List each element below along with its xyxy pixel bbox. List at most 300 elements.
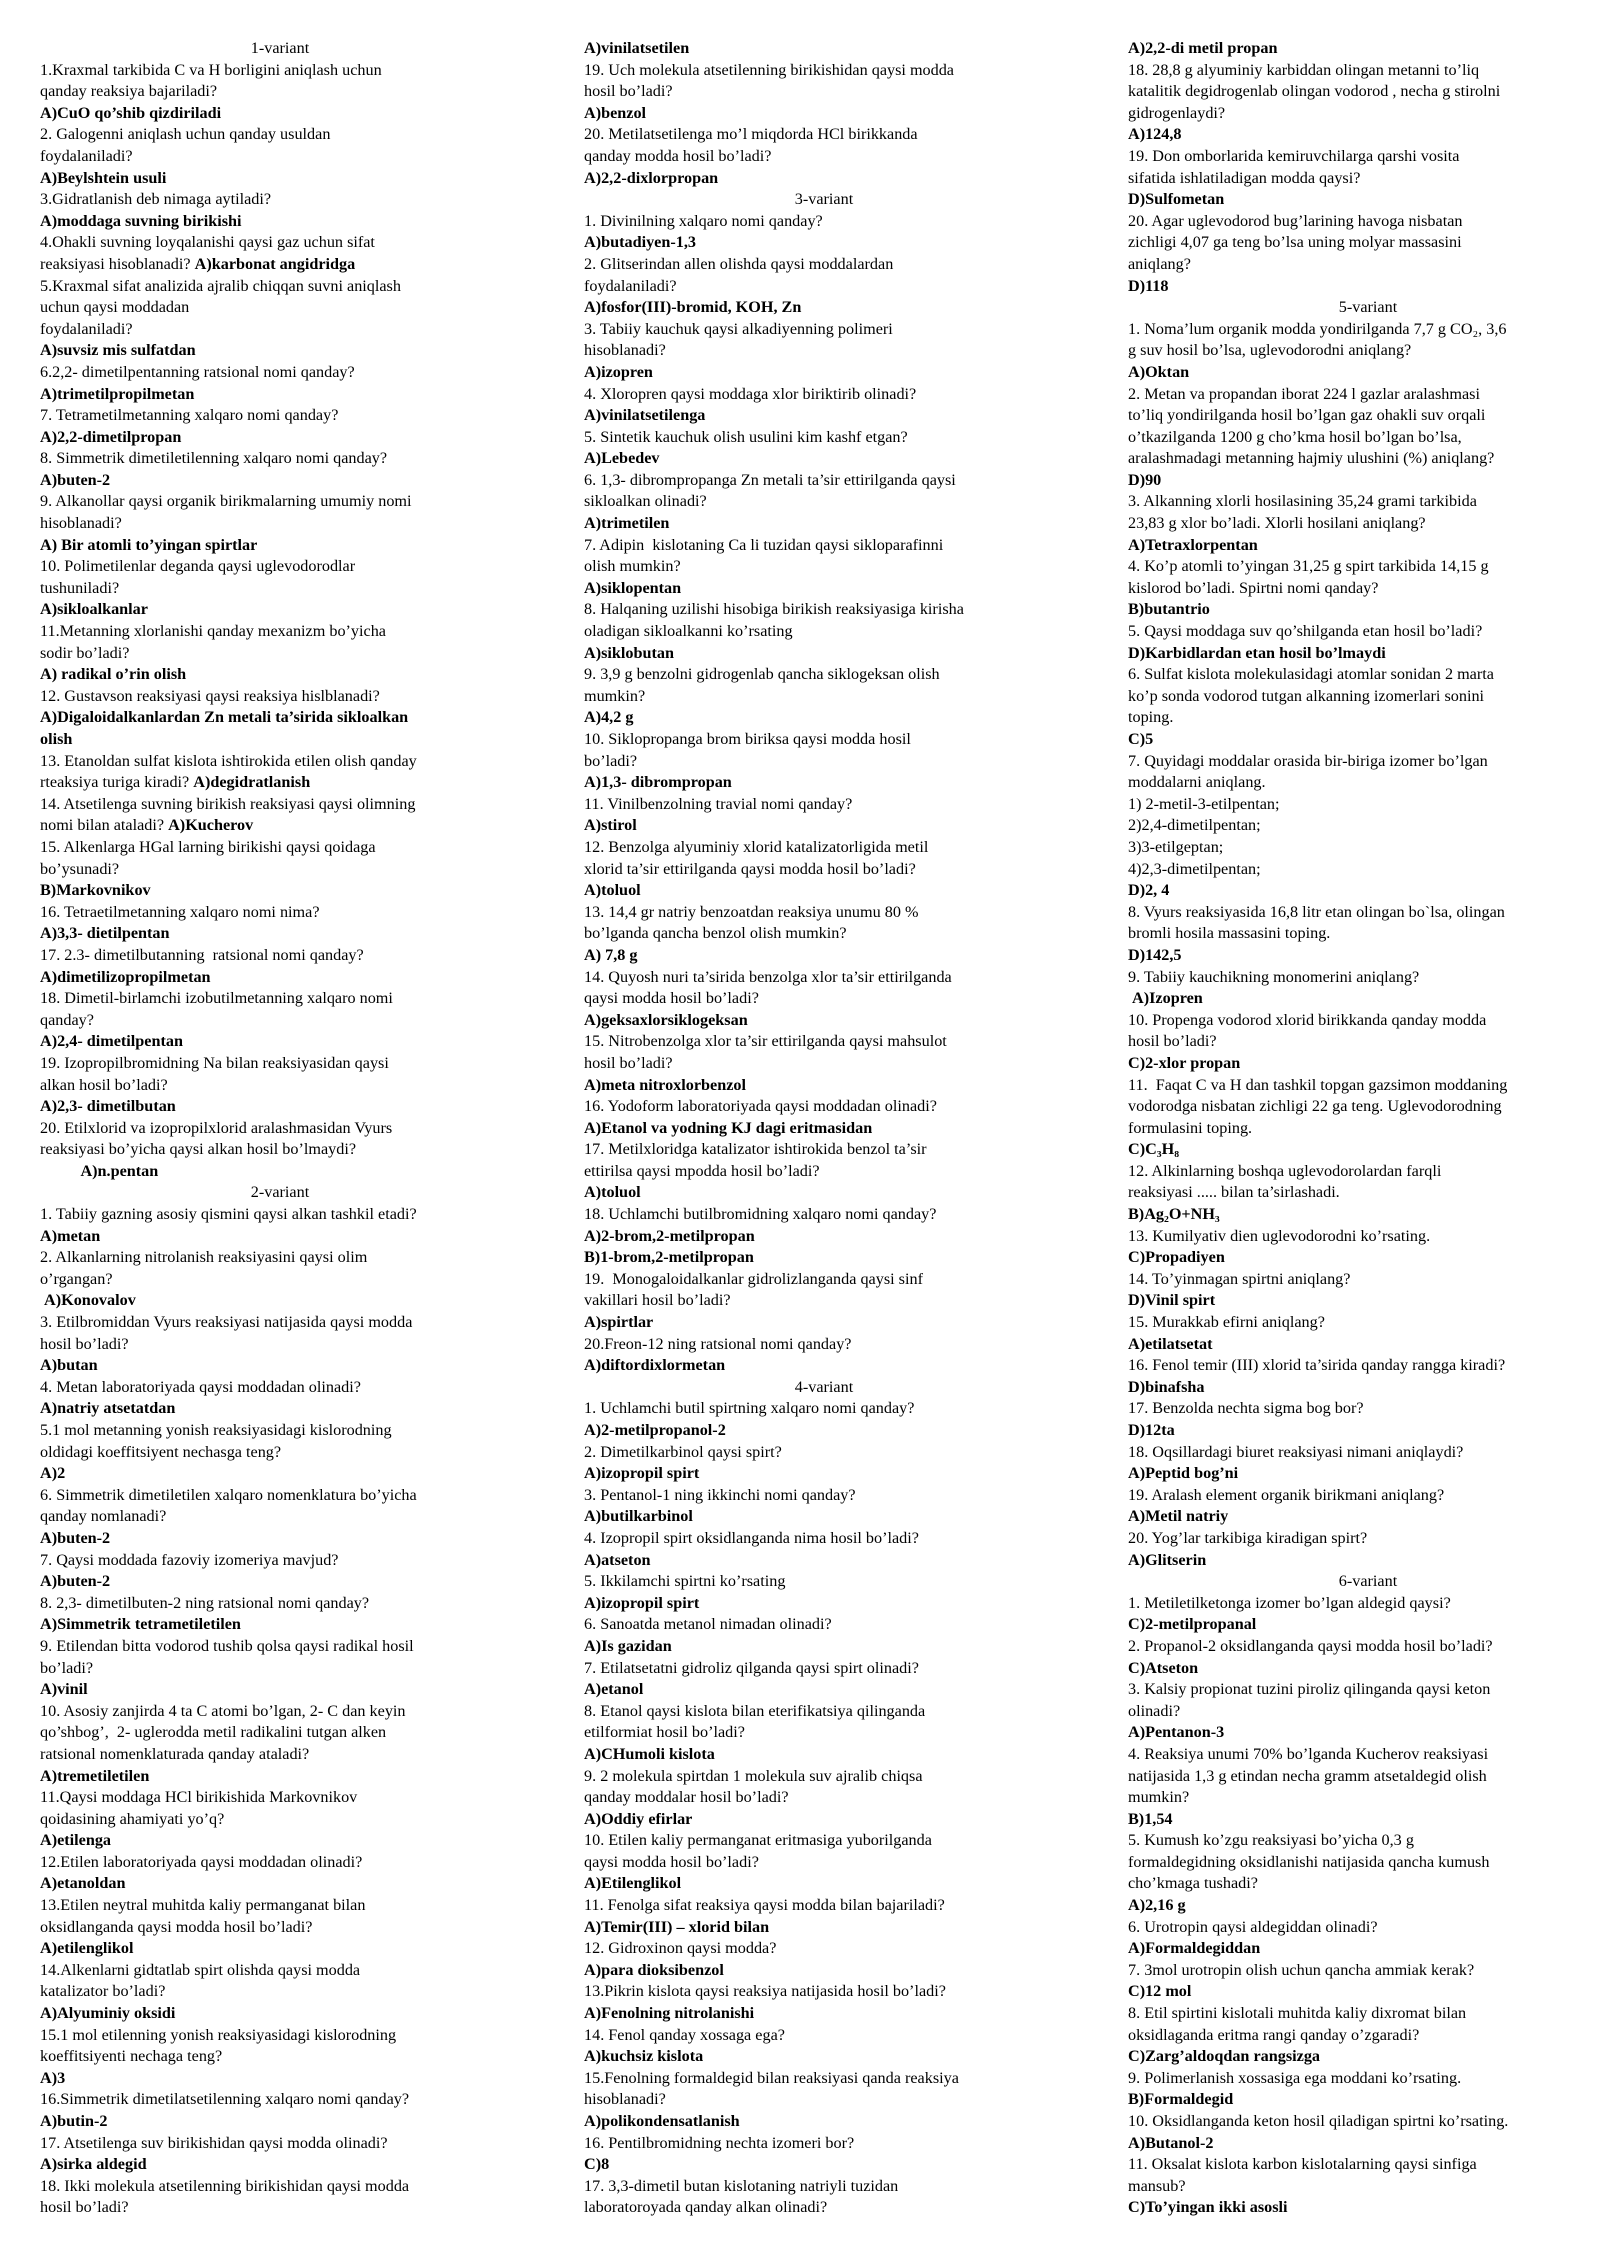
question-line: 10. Siklopropanga brom biriksa qaysi modda hosil — [584, 730, 911, 748]
question-line: 17. Benzolda nechta sigma bog bor? — [1128, 1399, 1364, 1418]
answer-line: A)etilenglikol — [40, 1939, 134, 1958]
answer-line: A)2 — [40, 1464, 66, 1483]
question-line: 12. Benzolga alyuminiy xlorid katalizatorligida metil — [584, 837, 929, 856]
answer-line: A)diftordixlormetan — [584, 1356, 726, 1375]
question-line: olinadi? — [1128, 1701, 1181, 1720]
question-line: o’tkazilganda 1200 g cho’kma hosil bo’lgan bo’lsa, — [1128, 427, 1462, 446]
question-line: 2. Propanol-2 oksidlanganda qaysi modda hosil bo’ladi? — [1128, 1636, 1493, 1655]
answer-line: A)butan — [40, 1356, 98, 1375]
question-line: 1. Noma’lum organik modda yondirilganda 7,7 g CO₂, 3,6 — [1128, 319, 1507, 338]
column-3 — [1128, 38, 1600, 2219]
answer-line: A)2,4- dimetilpentan — [40, 1032, 183, 1051]
answer-line: A)4,2 g — [584, 708, 634, 727]
answer-line: A)etilenga — [40, 1831, 112, 1850]
question-line: 13. 14,4 gr natriy benzoatdan reaksiya unumu 80 % — [584, 902, 919, 921]
question-line: 11. Fenolga sifat reaksiya qaysi modda bilan bajariladi? — [584, 1896, 945, 1915]
answer-line: A)Izopren — [1128, 989, 1203, 1008]
question-line: ratsional nomenklaturada qanday ataladi? — [40, 1744, 310, 1763]
answer-line: A)butadiyen-1,3 — [584, 233, 696, 252]
question-line: 3. Kalsiy propionat tuzini piroliz qilinganda qaysi keton — [1128, 1680, 1491, 1699]
question-line: 7. Quyidagi moddalar orasida bir-biriga izomer bo’lgan — [1128, 751, 1488, 770]
question-line: 14. Atsetilenga suvning birikish reaksiyasi qaysi olimning — [40, 794, 416, 813]
question-line: oladigan sikloalkanni ko’rsating — [584, 622, 793, 641]
answer-line: C)To’yingan ikki asosli — [1128, 2198, 1288, 2217]
answer-line: A)Simmetrik tetrametiletilen — [40, 1615, 241, 1634]
answer-line: D)Sulfometan — [1128, 190, 1225, 209]
answer-line: A)siklobutan — [584, 643, 674, 662]
question-line: natijasida 1,3 g etindan necha gramm atsetaldegid olish — [1128, 1766, 1487, 1785]
answer-line: A)sikloalkanlar — [40, 600, 148, 619]
answer-line: A)izopropil spirt — [584, 1593, 700, 1612]
question-line: 17. 3,3-dimetil butan kislotaning natriyli tuzidan — [584, 2176, 899, 2195]
question-line: 16. Fenol temir (III) xlorid ta’sirida qanday rangga kiradi? — [1128, 1356, 1506, 1375]
answer-line: B)Formaldegid — [1128, 2090, 1234, 2109]
answer-line: A)atseton — [584, 1550, 651, 1569]
question-line: mumkin? — [584, 686, 646, 705]
question-line: 6. 1,3- dibrompropanga Zn metali ta’sir ettirilganda qaysi — [584, 470, 956, 489]
question-line: mansub? — [1128, 2176, 1186, 2195]
answer-line: C)12 mol — [1128, 1982, 1192, 2001]
question-line: 19. Monogaloidalkanlar gidrolizlanganda qaysi sinf — [584, 1269, 923, 1288]
question-line: qanday reaksiya bajariladi? — [40, 82, 218, 101]
answer-line: A)tremetiletilen — [40, 1766, 150, 1785]
question-line: 1. Divinilning xalqaro nomi qanday? — [584, 211, 823, 230]
answer-line: olish — [40, 730, 73, 748]
question-line: foydalaniladi? — [584, 276, 677, 295]
answer-line: C)2-xlor propan — [1128, 1053, 1241, 1072]
question-line: hosil bo’ladi? — [40, 1334, 129, 1353]
question-line: 5.Kraxmal sifat analizida ajralib chiqqan suvni aniqlash — [40, 276, 401, 295]
question-line: 15.1 mol etilenning yonish reaksiyasidagi kislorodning — [40, 2025, 397, 2044]
question-line: 17. Atsetilenga suv birikishidan qaysi modda olinadi? — [40, 2133, 388, 2152]
answer-line: C)5 — [1128, 730, 1154, 748]
question-line: 5.1 mol metanning yonish reaksiyasidagi kislorodning — [40, 1421, 392, 1439]
question-line: 6. Sanoatda metanol nimadan olinadi? — [584, 1615, 832, 1634]
question-line: 5. Sintetik kauchuk olish usulini kim kashf etgan? — [584, 427, 908, 446]
answer-line: A) Bir atomli to’yingan spirtlar — [40, 535, 258, 554]
question-line: 20. Agar uglevodorod bug’larining havoga nisbatan — [1128, 211, 1463, 230]
answer-line: A)Metil natriy — [1128, 1507, 1229, 1526]
question-line: sifatida ishlatiladigan modda qaysi? — [1128, 168, 1361, 187]
question-line: 16. Yodoform laboratoriyada qaysi moddadan olinadi? — [584, 1097, 937, 1116]
answer-line: A)2,16 g — [1128, 1896, 1186, 1915]
answer-line: A)2-brom,2-metilpropan — [584, 1226, 755, 1245]
answer-line: C)C₃H₈ — [1128, 1140, 1180, 1159]
question-line: bo’ysunadi? — [40, 859, 120, 878]
question-line: 1) 2-metil-3-etilpentan; — [1128, 794, 1280, 813]
question-line: 9. Tabiiy kauchikning monomerini aniqlang? — [1128, 967, 1420, 986]
question-line: 5. Ikkilamchi spirtni ko’rsating — [584, 1572, 786, 1591]
question-line: qanday modda hosil bo’ladi? — [584, 146, 772, 165]
question-line: 18. Uchlamchi butilbromidning xalqaro nomi qanday? — [584, 1205, 937, 1224]
question-line: 18. Ikki molekula atsetilenning birikishidan qaysi modda — [40, 2176, 410, 2195]
question-line: 14. To’yinmagan spirtni aniqlang? — [1128, 1269, 1351, 1288]
question-line: hosil bo’ladi? — [584, 82, 673, 101]
question-text: rteaksiya turiga kiradi? — [40, 773, 194, 792]
question-line: qaysi modda hosil bo’ladi? — [584, 1852, 759, 1871]
answer-line: A)trimetilen — [584, 514, 670, 533]
answer-line: A)butin-2 — [40, 2112, 108, 2130]
question-line: 7. Qaysi moddada fazoviy izomeriya mavjud? — [40, 1550, 339, 1569]
question-line: 15.Fenolning formaldegid bilan reaksiyasi qanda reaksiya — [584, 2068, 959, 2087]
question-line: 7. Tetrametilmetanning xalqaro nomi qanday? — [40, 406, 339, 425]
question-line: 16. Pentilbromidning nechta izomeri bor? — [584, 2133, 855, 2152]
answer-line: A)benzol — [584, 103, 647, 122]
answer-line: A)2,3- dimetilbutan — [40, 1097, 176, 1116]
question-line: 4. Reaksiya unumi 70% bo’lganda Kucherov reaksiyasi — [1128, 1744, 1489, 1763]
answer-line: A)etanol — [584, 1680, 644, 1699]
question-line: 17. Metilxloridga katalizator ishtirokida benzol ta’sir — [584, 1140, 927, 1159]
question-line: 7. Adipin kislotaning Ca li tuzidan qaysi sikloparafinni — [584, 535, 944, 554]
question-line: 10. Propenga vodorod xlorid birikkanda qanday modda — [1128, 1010, 1487, 1029]
answer-line: A)1,3- dibrompropan — [584, 773, 732, 792]
answer-line: A)Alyuminiy oksidi — [40, 2004, 176, 2023]
answer-line: B)Markovnikov — [40, 881, 151, 900]
question-line: 4. Izopropil spirt oksidlanganda nima hosil bo’ladi? — [584, 1528, 919, 1547]
answer-line: D)binafsha — [1128, 1377, 1205, 1396]
answer-line: A)toluol — [584, 1183, 641, 1202]
question-text: reaksiyasi hisoblanadi? — [40, 254, 195, 273]
answer-line: A)Etanol va yodning KJ dagi eritmasidan — [584, 1118, 873, 1137]
answer-line: A)Glitserin — [1128, 1550, 1207, 1569]
question-line: 9. 2 molekula spirtdan 1 molekula suv ajralib chiqsa — [584, 1766, 923, 1785]
answer-line: A)trimetilpropilmetan — [40, 384, 195, 403]
question-line: 8. Etanol qaysi kislota bilan eterifikatsiya qilinganda — [584, 1701, 926, 1720]
question-line: hisoblanadi? — [40, 514, 122, 533]
answer-line: A)Fenolning nitrolanishi — [584, 2004, 755, 2023]
question-line: 16. Tetraetilmetanning xalqaro nomi nima? — [40, 902, 320, 921]
question-line: 3. Etilbromiddan Vyurs reaksiyasi natijasida qaysi modda — [40, 1313, 413, 1332]
question-line: 9. Etilendan bitta vodorod tushib qolsa qaysi radikal hosil — [40, 1636, 414, 1655]
answer-line: D)Karbidlardan etan hosil bo’lmaydi — [1128, 643, 1386, 662]
question-line: 8. 2,3- dimetilbuten-2 ning ratsional nomi qanday? — [40, 1593, 370, 1612]
question-line: 8. Simmetrik dimetiletilenning xalqaro nomi qanday? — [40, 449, 388, 468]
question-line: vodorodga nisbatan zichligi 22 ga teng. Uglevodorodning — [1128, 1097, 1502, 1116]
question-line: 23,83 g xlor bo’ladi. Xlorli hosilani aniqlang? — [1128, 514, 1426, 533]
answer-line: A)2,2-di metil propan — [1128, 39, 1278, 57]
question-line: 2. Metan va propandan iborat 224 l gazlar aralashmasi — [1128, 384, 1480, 403]
question-line: qanday nomlanadi? — [40, 1507, 167, 1526]
answer-line: A)metan — [40, 1226, 101, 1245]
answer-line: A)Digaloidalkanlardan Zn metali ta’sirida sikloalkan — [40, 708, 409, 727]
answer-line: A)Tetraxlorpentan — [1128, 535, 1258, 554]
question-line: ettirilsa qaysi mpodda hosil bo’ladi? — [584, 1161, 820, 1180]
answer-line: A)geksaxlorsiklogeksan — [584, 1010, 748, 1029]
question-line: toping. — [1128, 708, 1174, 727]
question-line: bromli hosila massasini toping. — [1128, 924, 1331, 943]
question-text: nomi bilan ataladi? — [40, 816, 169, 835]
question-line: gidrogenlaydi? — [1128, 103, 1226, 122]
question-line: 13. Kumilyativ dien uglevodorodni ko’rsating. — [1128, 1226, 1431, 1245]
question-line: 12. Gidroxinon qaysi modda? — [584, 1939, 777, 1958]
answer-line: A)2-metilpropanol-2 — [584, 1421, 726, 1439]
answer-line: A)spirtlar — [584, 1313, 654, 1332]
question-line: 4)2,3-dimetilpentan; — [1128, 859, 1261, 878]
question-line: hosil bo’ladi? — [584, 1053, 673, 1072]
answer-line: C)8 — [584, 2155, 610, 2174]
variant-heading: 1-variant — [250, 39, 310, 57]
question-line: 20. Yog’lar tarkibiga kiradigan spirt? — [1128, 1528, 1368, 1547]
answer-line: A)suvsiz mis sulfatdan — [40, 341, 196, 360]
answer-line: A)etilatsetat — [1128, 1334, 1213, 1353]
question-line: 9. Polimerlanish xossasiga ega moddani ko’rsating. — [1128, 2068, 1462, 2087]
variant-heading: 2-variant — [250, 1183, 310, 1202]
answer-line: A)Beylshtein usuli — [40, 168, 167, 187]
question-line: 1. Metiletilketonga izomer bo’lgan aldegid qaysi? — [1128, 1593, 1451, 1612]
question-line: laboratoroyada qanday alkan olinadi? — [584, 2198, 828, 2217]
answer-line: A)Etilenglikol — [584, 1874, 682, 1893]
answer-line: A)CHumoli kislota — [584, 1744, 715, 1763]
question-line: kislorod bo’ladi. Spirtni nomi qanday? — [1128, 578, 1379, 597]
answer-line: A)CuO qo’shib qizdiriladi — [40, 103, 222, 122]
question-line: 10. Oksidlanganda keton hosil qiladigan spirtni ko’rsating. — [1128, 2112, 1509, 2130]
question-line: reaksiyasi bo’yicha qaysi alkan hosil bo’lmaydi? — [40, 1140, 357, 1159]
answer-line: A)kuchsiz kislota — [584, 2047, 704, 2066]
question-line: 1. Tabiiy gazning asosiy qismini qaysi alkan tashkil etadi? — [40, 1205, 417, 1224]
variant-heading: 5-variant — [1338, 298, 1398, 317]
answer-line: A)stirol — [584, 816, 637, 835]
question-line: aniqlang? — [1128, 254, 1191, 273]
answer-line: A)dimetilizopropilmetan — [40, 967, 211, 986]
question-line: 15. Alkenlarga HGal larning birikishi qaysi qoidaga — [40, 837, 376, 856]
answer-line: A)etanoldan — [40, 1874, 126, 1893]
question-line: vakillari hosil bo’ladi? — [584, 1291, 731, 1310]
question-line: 3.Gidratlanish deb nimaga aytiladi? — [40, 190, 272, 209]
answer-line: A)Is gazidan — [584, 1636, 672, 1655]
question-line: qaysi modda hosil bo’ladi? — [584, 989, 759, 1008]
question-line: bo’ladi? — [584, 751, 638, 770]
answer-line: A)3 — [40, 2068, 66, 2087]
answer-line: B)Ag₂O+NH₃ — [1128, 1205, 1220, 1224]
question-line: 14.Alkenlarni gidtatlab spirt olishda qaysi modda — [40, 1960, 361, 1979]
question-line: 11. Faqat C va H dan tashkil topgan gazsimon moddaning — [1128, 1075, 1508, 1094]
question-line: oldidagi koeffitsiyent nechasga teng? — [40, 1442, 282, 1461]
question-line: 19. Izopropilbromidning Na bilan reaksiyasidan qaysi — [40, 1053, 389, 1072]
question-line: 13.Pikrin kislota qaysi reaksiya natijasida hosil bo’ladi? — [584, 1982, 946, 2001]
question-line: 20. Metilatsetilenga mo’l miqdorda HCl birikkanda — [584, 125, 918, 144]
question-line: 13.Etilen neytral muhitda kaliy permanganat bilan — [40, 1896, 366, 1915]
question-line: moddalarni aniqlang. — [1128, 773, 1266, 792]
question-line: formulasini toping. — [1128, 1118, 1253, 1137]
question-line: 11. Vinilbenzolning travial nomi qanday? — [584, 794, 853, 813]
question-line: etilformiat hosil bo’ladi? — [584, 1723, 745, 1742]
question-line: 10. Polimetilenlar deganda qaysi uglevodorodlar — [40, 557, 356, 576]
answer-line: A)buten-2 — [40, 1528, 111, 1547]
question-line: 3. Pentanol-1 ning ikkinchi nomi qanday? — [584, 1485, 856, 1504]
question-line: 2)2,4-dimetilpentan; — [1128, 816, 1261, 835]
answer-line: D)Vinil spirt — [1128, 1291, 1216, 1310]
question-line: 16.Simmetrik dimetilatsetilenning xalqaro nomi qanday? — [40, 2090, 410, 2109]
variant-heading: 3-variant — [794, 190, 854, 209]
answer-text: A)Kucherov — [168, 816, 254, 835]
question-line: 19. Uch molekula atsetilenning birikishidan qaysi modda — [584, 60, 954, 79]
answer-line: A)sirka aldegid — [40, 2155, 147, 2174]
answer-line: B)1-brom,2-metilpropan — [584, 1248, 754, 1267]
question-line: katalizator bo’ladi? — [40, 1982, 166, 2001]
answer-line: A)Butanol-2 — [1128, 2133, 1214, 2152]
answer-text: A)karbonat angidridga — [194, 254, 356, 273]
answer-line: A)Oktan — [1128, 362, 1190, 381]
question-line: 10. Etilen kaliy permanganat eritmasiga yuborilganda — [584, 1831, 932, 1850]
question-line: 15. Murakkab efirni aniqlang? — [1128, 1313, 1325, 1332]
answer-line: A)Oddiy efirlar — [584, 1809, 693, 1828]
answer-line: B)1,54 — [1128, 1809, 1173, 1828]
answer-line: A) radikal o’rin olish — [40, 665, 187, 684]
question-line: 7. 3mol urotropin olish uchun qancha ammiak kerak? — [1128, 1960, 1475, 1979]
question-line: 1.Kraxmal tarkibida C va H borligini aniqlash uchun — [40, 60, 382, 79]
question-line: 9. Alkanollar qaysi organik birikmalarning umumiy nomi — [40, 492, 412, 511]
question-line: qo’shbog’, 2- uglerodda metil radikalini tutgan alken — [40, 1723, 387, 1742]
question-line: 11.Metanning xlorlanishi qanday mexanizm bo’yicha — [40, 622, 386, 641]
answer-line: A)izopren — [584, 362, 653, 381]
question-line: 6. Urotropin qaysi aldegiddan olinadi? — [1128, 1917, 1378, 1936]
question-line: hisoblanadi? — [584, 341, 666, 360]
question-line: 2. Dimetilkarbinol qaysi spirt? — [584, 1442, 782, 1461]
answer-line: A)izopropil spirt — [584, 1464, 700, 1483]
question-line: qanday? — [40, 1010, 94, 1029]
answer-line: A)Peptid bog’ni — [1128, 1464, 1239, 1483]
question-line: qanday moddalar hosil bo’ladi? — [584, 1788, 789, 1807]
question-line: g suv hosil bo’lsa, uglevodorodni aniqlang? — [1128, 341, 1412, 360]
question-line: 14. Quyosh nuri ta’sirida benzolga xlor ta’sir ettirilganda — [584, 967, 952, 986]
question-line: hosil bo’ladi? — [40, 2198, 129, 2217]
question-line: 11.Qaysi moddaga HCl birikishida Markovnikov — [40, 1788, 358, 1807]
question-line: 4. Ko’p atomli to’yingan 31,25 g spirt tarkibida 14,15 g — [1128, 557, 1489, 576]
question-line: bo’ladi? — [40, 1658, 94, 1677]
answer-line: A)Temir(III) – xlorid bilan — [584, 1917, 770, 1936]
question-line: 2. Alkanlarning nitrolanish reaksiyasini qaysi olim — [40, 1248, 368, 1267]
question-line: olish mumkin? — [584, 557, 681, 576]
question-line: 19. Don omborlarida kemiruvchilarga qarshi vosita — [1128, 146, 1460, 165]
question-line: 12.Etilen laboratoriyada qaysi moddadan olinadi? — [40, 1852, 363, 1871]
question-line: 8. Etil spirtini kislotali muhitda kaliy dixromat bilan — [1128, 2004, 1467, 2023]
question-line: 11. Oksalat kislota karbon kislotalarning qaysi sinfiga — [1128, 2155, 1477, 2174]
question-with-answer-line — [40, 815, 520, 837]
question-with-answer-line — [40, 772, 520, 794]
answer-line: A)polikondensatlanish — [584, 2112, 740, 2130]
question-line: 4. Xloropren qaysi moddaga xlor biriktirib olinadi? — [584, 384, 917, 403]
question-line: uchun qaysi moddadan — [40, 298, 190, 317]
question-line: to’liq yondirilganda hosil bo’lgan gaz ohakli suv orqali — [1128, 406, 1486, 425]
question-line: o’rgangan? — [40, 1269, 113, 1288]
answer-line: A)natriy atsetatdan — [40, 1399, 176, 1418]
answer-line: A)buten-2 — [40, 1572, 111, 1591]
question-line: alkan hosil bo’ladi? — [40, 1075, 168, 1094]
question-line: 18. 28,8 g alyuminiy karbiddan olingan metanni to’liq — [1128, 60, 1480, 79]
question-line: 15. Nitrobenzolga xlor ta’sir ettirilganda qaysi mahsulot — [584, 1032, 947, 1051]
answer-line: A)vinilatsetilen — [584, 39, 690, 57]
question-line: 10. Asosiy zanjirda 4 ta C atomi bo’lgan, 2- C dan keyin — [40, 1701, 406, 1720]
answer-line: B)butantrio — [1128, 600, 1210, 619]
answer-line: A)moddaga suvning birikishi — [40, 211, 242, 230]
question-line: 1. Uchlamchi butil spirtning xalqaro nomi qanday? — [584, 1399, 915, 1418]
column-1 — [40, 38, 520, 2219]
answer-line: A)Pentanon-3 — [1128, 1723, 1225, 1742]
answer-line: D)142,5 — [1128, 945, 1182, 964]
question-line: reaksiyasi ..... bilan ta’sirlashadi. — [1128, 1183, 1340, 1202]
answer-line: A)toluol — [584, 881, 641, 900]
question-line: 2. Glitserindan allen olishda qaysi moddalardan — [584, 254, 894, 273]
question-line: zichligi 4,07 ga teng bo’lsa uning molyar massasini — [1128, 233, 1462, 252]
question-line: xlorid ta’sir ettirilganda qaysi modda hosil bo’ladi? — [584, 859, 916, 878]
answer-line: A)Konovalov — [40, 1291, 136, 1310]
answer-line: A)para dioksibenzol — [584, 1960, 724, 1979]
question-line: 3. Alkanning xlorli hosilasining 35,24 grami tarkibida — [1128, 492, 1477, 511]
question-line: 6.2,2- dimetilpentanning ratsional nomi qanday? — [40, 362, 355, 381]
question-line: foydalaniladi? — [40, 319, 133, 338]
question-line: 6. Simmetrik dimetiletilen xalqaro nomenklatura bo’yicha — [40, 1485, 417, 1504]
question-line: 20.Freon-12 ning ratsional nomi qanday? — [584, 1334, 852, 1353]
answer-line: C)Propadiyen — [1128, 1248, 1225, 1267]
question-line: 12. Gustavson reaksiyasi qaysi reaksiya hislblanadi? — [40, 686, 380, 705]
variant-heading: 6-variant — [1338, 1572, 1398, 1591]
answer-line: A)n.pentan — [40, 1161, 159, 1180]
answer-line: A)meta nitroxlorbenzol — [584, 1075, 746, 1094]
answer-line: A)3,3- dietilpentan — [40, 924, 170, 943]
question-line: 14. Fenol qanday xossaga ega? — [584, 2025, 785, 2044]
answer-line: C)Atseton — [1128, 1658, 1199, 1677]
question-line: 8. Vyurs reaksiyasida 16,8 litr etan olingan bo`lsa, olingan — [1128, 902, 1505, 921]
question-line: 9. 3,9 g benzolni gidrogenlab qancha siklogeksan olish — [584, 665, 940, 684]
answer-line: A)vinil — [40, 1680, 88, 1699]
question-line: 7. Etilatsetatni gidroliz qilganda qaysi spirt olinadi? — [584, 1658, 919, 1677]
answer-line: D)2, 4 — [1128, 881, 1170, 900]
answer-line: C)2-metilpropanal — [1128, 1615, 1257, 1634]
answer-line: A)buten-2 — [40, 470, 111, 489]
answer-line: D)118 — [1128, 276, 1169, 295]
question-with-answer-line — [40, 254, 520, 276]
question-line: 17. 2.3- dimetilbutanning ratsional nomi qanday? — [40, 945, 364, 964]
question-line: 3)3-etilgeptan; — [1128, 837, 1224, 856]
question-line: formaldegidning oksidlanishi natijasida qancha kumush — [1128, 1852, 1490, 1871]
question-line: 8. Halqaning uzilishi hisobiga birikish reaksiyasiga kirisha — [584, 600, 964, 619]
answer-line: A)124,8 — [1128, 125, 1182, 144]
question-line: hisoblanadi? — [584, 2090, 666, 2109]
question-line: tushuniladi? — [40, 578, 120, 597]
question-line: 6. Sulfat kislota molekulasidagi atomlar sonidan 2 marta — [1128, 665, 1494, 684]
question-line: 4. Metan laboratoriyada qaysi moddadan olinadi? — [40, 1377, 361, 1396]
question-line: 13. Etanoldan sulfat kislota ishtirokida etilen olish qanday — [40, 751, 417, 770]
answer-line: A)butilkarbinol — [584, 1507, 693, 1526]
question-line: foydalaniladi? — [40, 146, 133, 165]
question-line: hosil bo’ladi? — [1128, 1032, 1217, 1051]
question-line: 18. Oqsillardagi biuret reaksiyasi nimani aniqlaydi? — [1128, 1442, 1464, 1461]
answer-line: A)siklopentan — [584, 578, 682, 597]
answer-line: A)2,2-dixlorpropan — [584, 168, 719, 187]
variant-heading: 4-variant — [794, 1377, 854, 1396]
answer-line: A)2,2-dimetilpropan — [40, 427, 182, 446]
answer-text: A)degidratlanish — [193, 773, 311, 792]
answer-line: A)fosfor(III)-bromid, KOH, Zn — [584, 298, 802, 317]
question-line: katalitik degidrogenlab olingan vodorod , necha g stirolni — [1128, 82, 1501, 101]
answer-line: A)Lebedev — [584, 449, 660, 468]
answer-line: A) 7,8 g — [584, 945, 638, 964]
question-line: 2. Galogenni aniqlash uchun qanday usuldan — [40, 125, 331, 144]
question-line: sikloalkan olinadi? — [584, 492, 707, 511]
answer-line: D)90 — [1128, 470, 1162, 489]
question-line: qoidasining ahamiyati yo’q? — [40, 1809, 225, 1828]
answer-line: C)Zarg’aldoqdan rangsizga — [1128, 2047, 1321, 2066]
question-line: oksidlaganda eritma rangi qanday o’zgaradi? — [1128, 2025, 1420, 2044]
answer-line: A)Formaldegiddan — [1128, 1939, 1261, 1958]
question-line: cho’kmaga tushadi? — [1128, 1874, 1258, 1893]
question-line: 19. Aralash element organik birikmani aniqlang? — [1128, 1485, 1445, 1504]
question-line: 5. Qaysi moddaga suv qo’shilganda etan hosil bo’ladi? — [1128, 622, 1483, 641]
question-line: mumkin? — [1128, 1788, 1190, 1807]
question-line: 3. Tabiiy kauchuk qaysi alkadiyenning polimeri — [584, 319, 893, 338]
question-line: sodir bo’ladi? — [40, 643, 130, 662]
question-line: 4.Ohakli suvning loyqalanishi qaysi gaz uchun sifat — [40, 233, 375, 252]
